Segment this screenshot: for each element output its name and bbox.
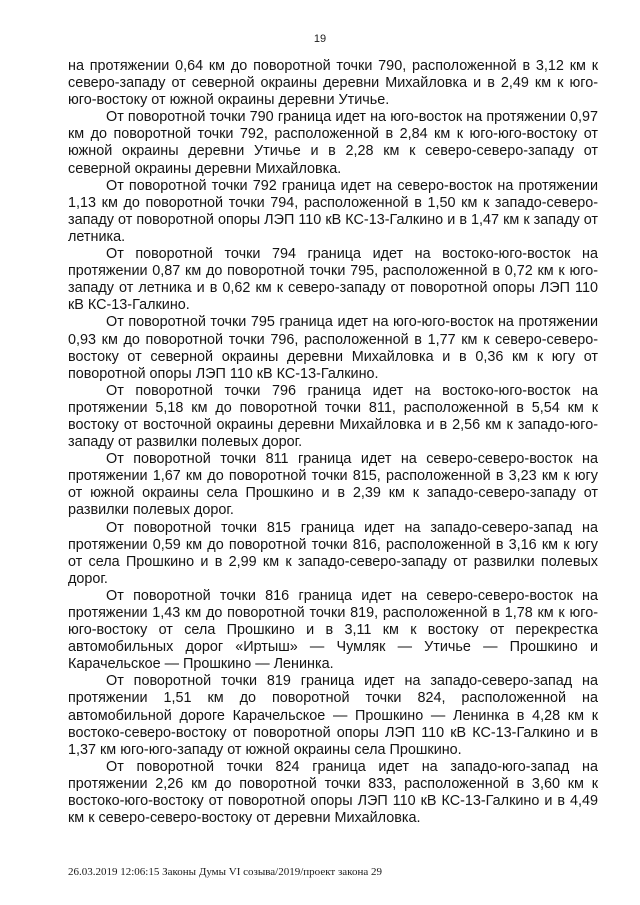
paragraph: От поворотной точки 815 граница идет на западо-северо-запад на протяжении 0,59 км до поворотной точки 816, расположенной в 3,16 км к югу от села Прошкино и в 2,99 км к западо-северо-западу от развилки полевых дорог. (68, 519, 598, 587)
paragraph: От поворотной точки 819 граница идет на западо-северо-запад на протяжении 1,51 км до поворотной точки 824, расположенной на автомобильной дороге Карачельское — Прошкино — Ленинка в 4,28 км к востоко-северо-востоку от поворотной опоры ЛЭП 110 кВ КС-13-Галкино и в 1,37 км юго-юго-западу от южной окраины села Прошкино. (68, 673, 598, 758)
document-body (68, 58, 598, 827)
paragraph: От поворотной точки 811 граница идет на северо-северо-восток на протяжении 1,67 км до поворотной точки 815, расположенной в 3,23 км к югу от южной окраины села Прошкино и в 2,39 км к западо-северо-западу от развилки полевых дорог. (68, 451, 598, 519)
paragraph: От поворотной точки 790 граница идет на юго-восток на протяжении 0,97 км до поворотной точки 792, расположенной в 2,84 км к юго-юго-востоку от южной окраины деревни Утичье и в 2,28 км к северо-северо-западу от северной окраины деревни Михайловка. (68, 109, 598, 177)
paragraph: От поворотной точки 796 граница идет на востоко-юго-восток на протяжении 5,18 км до поворотной точки 811, расположенной в 5,54 км к востоку от восточной окраины деревни Михайловка и в 2,56 км к западо-юго-западу от развилки полевых дорог. (68, 382, 598, 451)
paragraph: От поворотной точки 794 граница идет на востоко-юго-восток на протяжении 0,87 км до поворотной точки 795, расположенной в 0,72 км к юго-западу от летника и в 0,62 км к северо-западу от поворотной опоры ЛЭП 110 кВ КС-13-Галкино. (68, 246, 598, 314)
page-number: 19 (313, 33, 327, 45)
paragraph: От поворотной точки 792 граница идет на северо-восток на протяжении 1,13 км до поворотной точки 794, расположенной в 1,50 км к западо-северо-западу от поворотной опоры ЛЭП 110 кВ КС-13-Галкино и в 1,47 км к западу от летника. (68, 177, 598, 245)
paragraph: От поворотной точки 816 граница идет на северо-северо-восток на протяжении 1,43 км до поворотной точки 819, расположенной в 1,78 км к юго-юго-востоку от села Прошкино и в 3,11 км к востоку от перекрестка автомобильных дорог «Иртыш» — Чумляк — Утичье — Прошкино и Карачельское — Прошкино — Ленинка. (68, 587, 598, 673)
footer-metadata: 26.03.2019 12:06:15 Законы Думы VI созыва/2019/проект закона 29 (68, 866, 382, 878)
paragraph: От поворотной точки 795 граница идет на юго-юго-восток на протяжении 0,93 км до поворотной точки 796, расположенной в 1,77 км к северо-северо-востоку от северной окраины деревни Михайловка и в 0,36 км к югу от поворотной опоры ЛЭП 110 кВ КС-13-Галкино. (68, 314, 598, 382)
paragraph-continuation: на протяжении 0,64 км до поворотной точки 790, расположенной в 3,12 км к северо-западу от северной окраины деревни Михайловка и в 2,49 км к юго-юго-востоку от южной окраины деревни Утичье. (68, 58, 598, 109)
paragraph: От поворотной точки 824 граница идет на западо-юго-запад на протяжении 2,26 км до поворотной точки 833, расположенной в 3,60 км к востоко-юго-востоку от поворотной опоры ЛЭП 110 кВ КС-13-Галкино и в 4,49 км к северо-северо-востоку от деревни Михайловка. (68, 758, 598, 827)
